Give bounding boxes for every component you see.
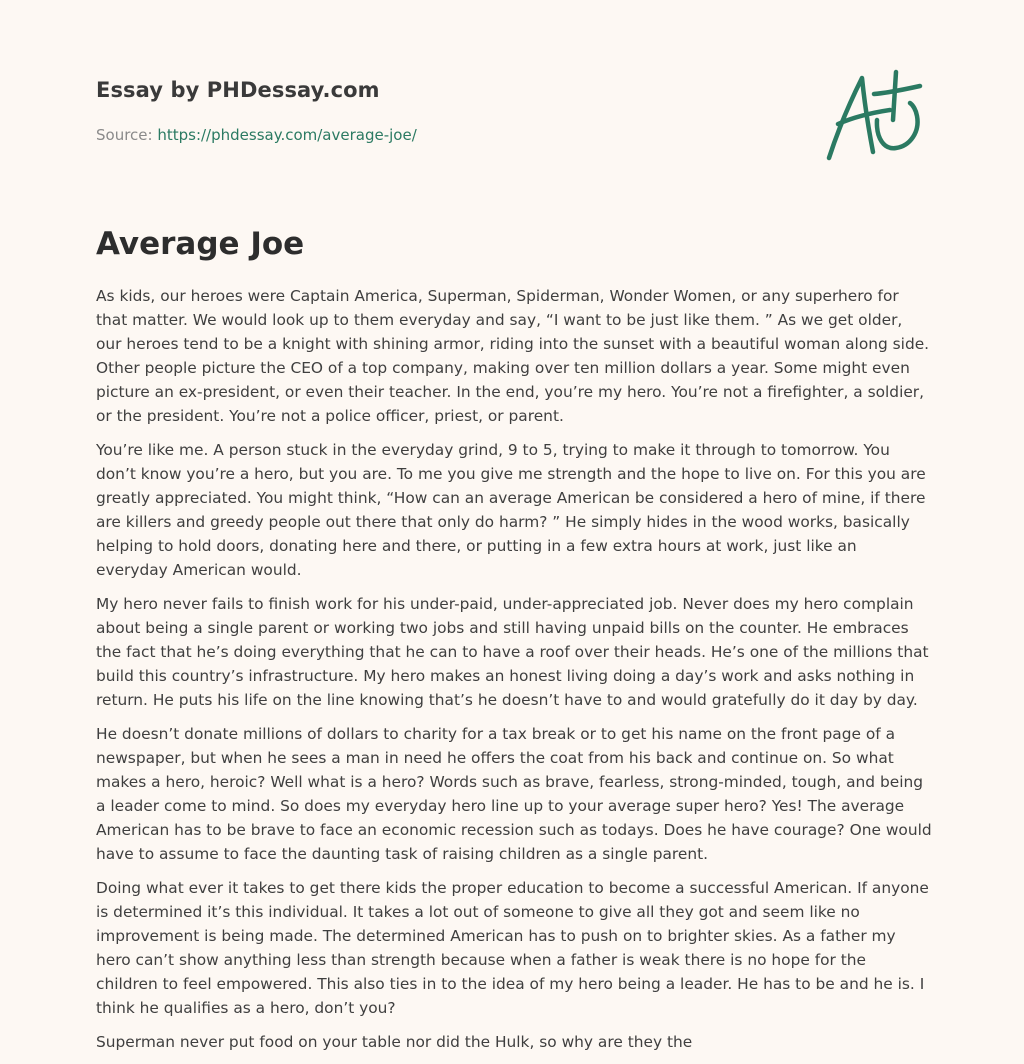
source-label: Source: xyxy=(96,126,158,144)
essay-paragraph: He doesn’t donate millions of dollars to charity for a tax break or to get his name on the front page of a newspaper, but when he sees a man in need he offers the coat from his back and continue on. So what makes a hero, heroic? Well what is a hero? Words such as brave, fearless, strong-minded, tough, and being a leader come to mind. So does my everyday hero line up to your average super hero? Yes! The average American has to be brave to face an economic recession such as todays. Does he have courage? One would have to assume to face the daunting task of raising children as a single parent. xyxy=(96,725,932,863)
essay-paragraph: My hero never fails to finish work for his under-paid, under-appreciated job. Never does my hero complain about being a single parent or working two jobs and still having unpaid bills on the counter. He embraces the fact that he’s doing everything that he can to have a roof over their heads. He’s one of the millions that build this country’s infrastructure. My hero makes an honest living doing a day’s work and asks nothing in return. He puts his life on the line knowing that’s he doesn’t have to and would gratefully do it day by day. xyxy=(96,595,929,709)
source-link[interactable]: https://phdessay.com/average-joe/ xyxy=(157,126,417,144)
essay-paragraph: Superman never put food on your table nor did the Hulk, so why are they the xyxy=(96,1033,693,1051)
essay-paragraph: As kids, our heroes were Captain America, Superman, Spiderman, Wonder Women, or any superhero for that matter. We would look up to them everyday and say, “I want to be just like them. ” As we get older, our heroes tend to be a knight with shining armor, riding into the sunset with a beautiful woman along side. Other people picture the CEO of a top company, making over ten million dollars a year. Some might even picture an ex-president, or even their teacher. In the end, you’re my hero. You’re not a firefighter, a soldier, or the president. You’re not a police officer, priest, or parent. xyxy=(96,287,930,425)
essay-paragraph: Doing what ever it takes to get there kids the proper education to become a successful American. If anyone is determined it’s this individual. It takes a lot out of someone to give all they got and seem like no improvement is being made. The determined American has to push on to brighter skies. As a father my hero can’t show anything less than strength because when a father is weak there is no hope for the children to feel empowered. This also ties in to the idea of my hero being a leader. He has to be and he is. I think he qualifies as a hero, don’t you? xyxy=(96,879,929,1017)
source-line xyxy=(96,124,856,146)
essay-title: Average Joe xyxy=(96,226,305,262)
essay-paragraph: You’re like me. A person stuck in the everyday grind, 9 to 5, trying to make it through to tomorrow. You don’t know you’re a hero, but you are. To me you give me strength and the hope to live on. For this you are greatly appreciated. You might think, “How can an average American be considered a hero of mine, if there are killers and greedy people out there that only do harm? ” He simply hides in the wood works, basically helping to hold doors, donating here and there, or putting in a few extra hours at work, just like an everyday American would. xyxy=(96,441,926,579)
page-header xyxy=(96,74,856,146)
essay-body xyxy=(96,284,932,1064)
site-brand: Essay by PHDessay.com xyxy=(96,78,380,102)
a-plus-grade-icon xyxy=(818,64,934,168)
